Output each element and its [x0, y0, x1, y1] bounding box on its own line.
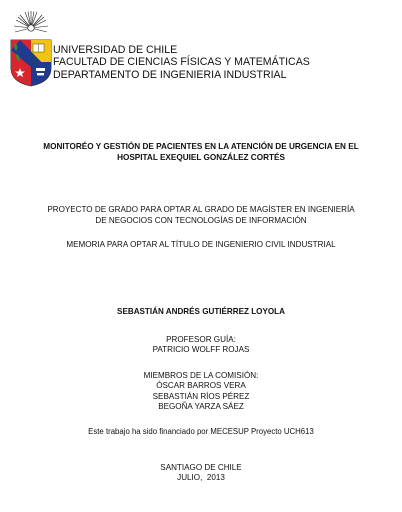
committee-member: BEGOÑA YARZA SÁEZ	[158, 402, 244, 412]
advisor-name: PATRICIO WOLFF ROJAS	[152, 345, 250, 355]
memoria-statement: MEMORIA PARA OPTAR AL TÍTULO DE INGENIERIO CIVIL INDUSTRIAL	[66, 240, 336, 249]
author-name: SEBASTIÁN ANDRÉS GUTIÉRREZ LOYOLA	[117, 307, 285, 316]
committee-member: ÓSCAR BARROS VERA	[156, 381, 246, 391]
advisor-block	[0, 335, 402, 356]
university-of-chile-crest-icon	[8, 10, 54, 88]
thesis-title-line-2: HOSPITAL EXEQUIEL GONZÁLEZ CORTÉS	[117, 152, 285, 162]
funding-note: Este trabajo ha sido financiado por MECESUP Proyecto UCH613	[88, 427, 314, 436]
degree-project-statement	[0, 205, 402, 226]
place-and-date	[0, 463, 402, 484]
advisor-label: PROFESOR GUÍA:	[166, 335, 236, 344]
city: SANTIAGO DE CHILE	[160, 463, 242, 472]
institution-header	[53, 44, 310, 81]
degree-project-line-2: DE NEGOCIOS CON TECNOLOGÍAS DE INFORMACIÓN	[95, 215, 307, 225]
university-name: UNIVERSIDAD DE CHILE	[53, 44, 178, 56]
department-name: DEPARTAMENTO DE INGENIERIA INDUSTRIAL	[53, 68, 287, 81]
committee-block	[0, 371, 402, 413]
degree-project-line-1: PROYECTO DE GRADO PARA OPTAR AL GRADO DE MAGÍSTER EN INGENIERÍA	[47, 205, 355, 214]
thesis-title	[0, 142, 402, 163]
committee-member: SEBASTIÁN RÍOS PÉREZ	[152, 391, 250, 401]
committee-label: MIEMBROS DE LA COMISIÓN:	[143, 371, 259, 380]
date: JULIO, 2013	[177, 473, 225, 483]
thesis-title-line-1: MONITORÉO Y GESTIÓN DE PACIENTES EN LA ATENCIÓN DE URGENCIA EN EL	[43, 142, 359, 151]
faculty-name: FACULTAD DE CIENCIAS FÍSICAS Y MATEMÁTICAS	[53, 56, 310, 69]
